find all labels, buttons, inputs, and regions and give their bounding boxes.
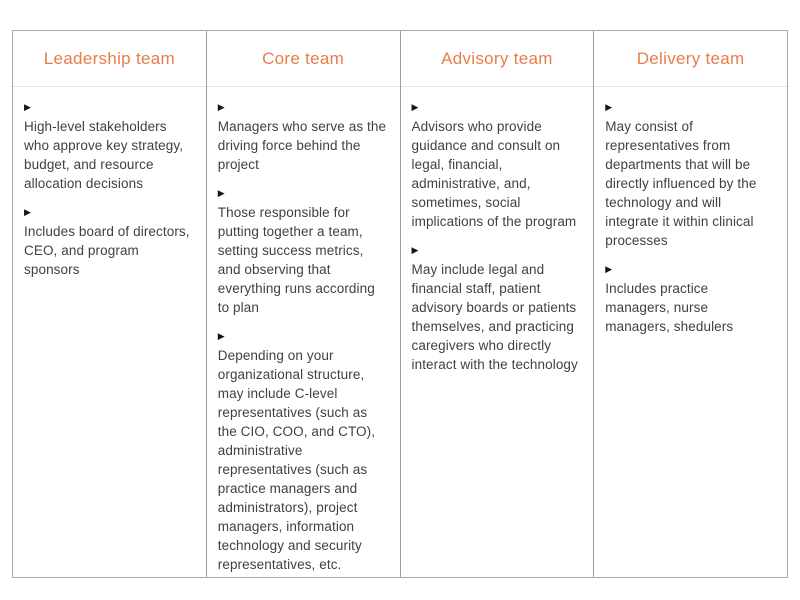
bullet-item [218, 186, 389, 317]
triangle-bullet-icon: ▶ [605, 264, 613, 274]
column-header-advisory [401, 31, 594, 87]
column-body-core [207, 87, 400, 596]
column-header-label: Advisory team [441, 48, 553, 68]
bullet-item [218, 329, 389, 574]
team-roles-table [12, 30, 788, 578]
triangle-bullet-icon: ▶ [24, 207, 32, 217]
bullet-item [605, 100, 776, 250]
bullet-item-text: May consist of representatives from departments that will be directly influenced by the technology and will integrate it within clinical processes [605, 119, 757, 248]
column-header-label: Core team [262, 48, 345, 68]
column-leadership-team [13, 31, 207, 577]
column-header-leadership [13, 31, 206, 87]
column-body-delivery [594, 87, 787, 358]
bullet-item-text: Includes practice managers, nurse managers, shedulers [605, 281, 734, 334]
triangle-bullet-icon: ▶ [24, 102, 32, 112]
bullet-item-text: Depending on your organizational structure, may include C-level representatives (such as the CIO, COO, and CTO), administrative representatives (such as practice managers and administrators), project managers, information technology and security representatives, etc. [217, 348, 376, 572]
bullet-item [412, 243, 583, 374]
column-core-team [207, 31, 401, 577]
bullet-item-text: High-level stakeholders who approve key strategy, budget, and resource allocation decisions [24, 119, 184, 191]
bullet-item [24, 100, 195, 193]
column-body-advisory [401, 87, 594, 396]
column-header-label: Delivery team [636, 48, 745, 68]
triangle-bullet-icon: ▶ [411, 102, 419, 112]
column-header-label: Leadership team [43, 48, 175, 68]
column-body-leadership [13, 87, 206, 301]
bullet-item [218, 100, 389, 174]
column-header-core [207, 31, 400, 87]
bullet-item-text: May include legal and financial staff, patient advisory boards or patients themselves, and practicing caregivers who directly interact with the technology [411, 262, 578, 372]
column-delivery-team [594, 31, 787, 577]
bullet-item [24, 205, 195, 279]
triangle-bullet-icon: ▶ [217, 188, 225, 198]
triangle-bullet-icon: ▶ [605, 102, 613, 112]
triangle-bullet-icon: ▶ [411, 245, 419, 255]
bullet-item [412, 100, 583, 231]
column-advisory-team [401, 31, 595, 577]
bullet-item-text: Managers who serve as the driving force behind the project [217, 119, 387, 172]
triangle-bullet-icon: ▶ [217, 102, 225, 112]
column-header-delivery [594, 31, 787, 87]
bullet-item-text: Includes board of directors, CEO, and program sponsors [24, 224, 190, 277]
bullet-item-text: Those responsible for putting together a team, setting success metrics, and observing that everything runs according to plan [217, 205, 375, 315]
bullet-item [605, 262, 776, 336]
triangle-bullet-icon: ▶ [217, 331, 225, 341]
bullet-item-text: Advisors who provide guidance and consult on legal, financial, administrative, and, sometimes, social implications of the program [411, 119, 577, 229]
